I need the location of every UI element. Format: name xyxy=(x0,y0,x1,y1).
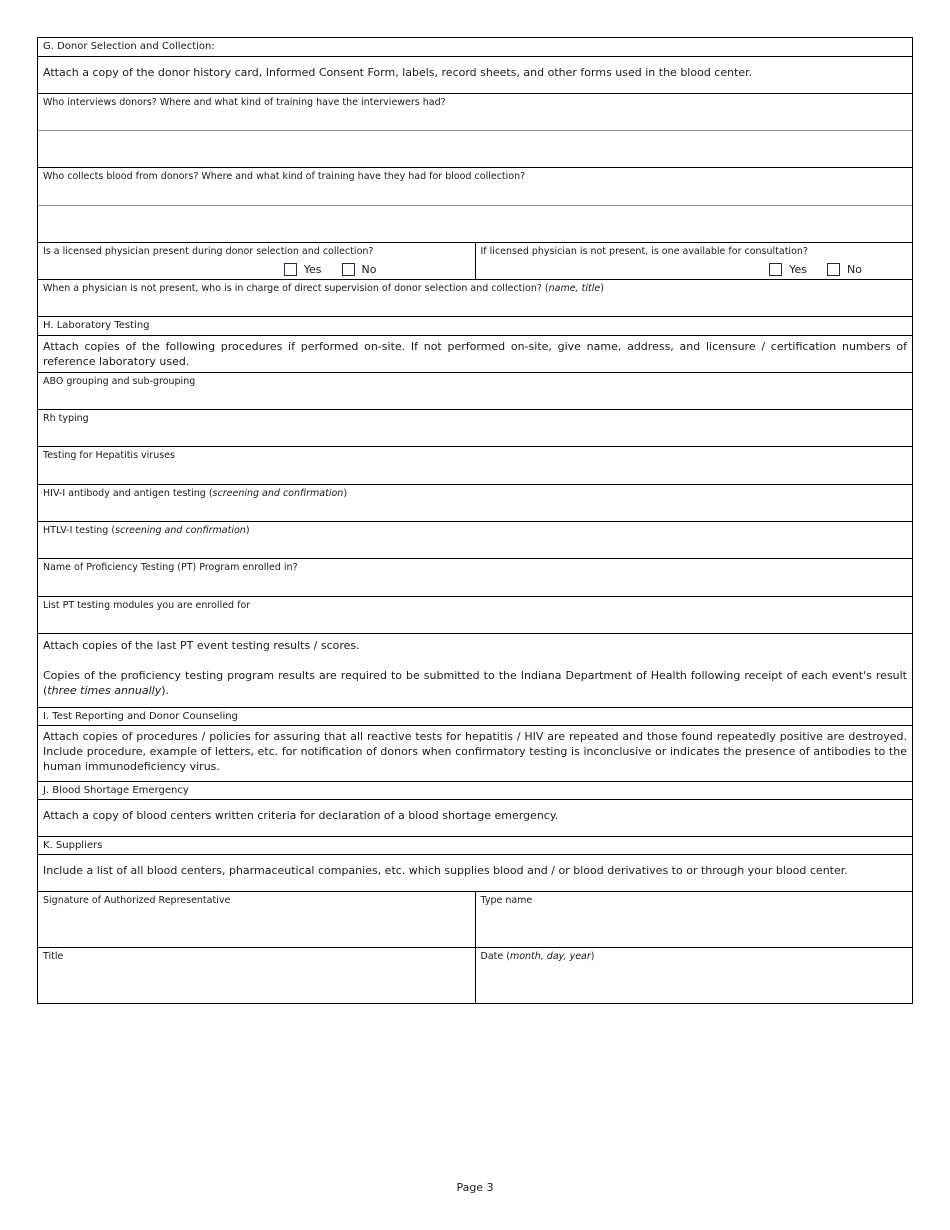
hiv-field[interactable] xyxy=(38,484,912,521)
signature-row xyxy=(38,891,912,947)
section-h-instruction xyxy=(38,335,912,372)
section-g-header xyxy=(38,38,912,56)
field-label: Signature of Authorized Representative xyxy=(43,895,231,906)
physician-present-options xyxy=(284,263,377,276)
instruction-text: Attach a copy of blood centers written criteria for declaration of a blood shortage emergency. xyxy=(43,809,559,822)
field-label: When a physician is not present, who is in charge of direct supervision of donor selection and collection? (name, title) xyxy=(43,283,604,294)
field-label: Rh typing xyxy=(43,413,89,424)
pt-results-instruction xyxy=(38,633,912,707)
pt-modules-field[interactable] xyxy=(38,596,912,633)
interviewers-field[interactable] xyxy=(38,93,912,130)
instruction-text: Include a list of all blood centers, pharmaceutical companies, etc. which supplies blood and / or blood derivatives to or through your blood center. xyxy=(43,864,848,877)
field-label: HIV-I antibody and antigen testing (screening and confirmation) xyxy=(43,488,348,499)
section-k-header xyxy=(38,836,912,854)
htlv-field[interactable] xyxy=(38,521,912,558)
hepatitis-field[interactable] xyxy=(38,446,912,484)
section-h-header xyxy=(38,316,912,335)
field-label: Title xyxy=(43,951,64,962)
section-k-instruction xyxy=(38,854,912,891)
section-g-instruction xyxy=(38,56,912,93)
application-form xyxy=(37,37,913,1004)
signature-field[interactable] xyxy=(38,892,475,947)
title-date-row xyxy=(38,947,912,1003)
field-label: Who interviews donors? Where and what kind of training have the interviewers had? xyxy=(43,97,446,108)
section-title: H. Laboratory Testing xyxy=(43,320,150,331)
abo-field[interactable] xyxy=(38,372,912,409)
field-label: Date (month, day, year) xyxy=(480,951,595,962)
collectors-answer-line[interactable] xyxy=(38,205,912,242)
title-field[interactable] xyxy=(38,948,475,1003)
physician-row xyxy=(38,242,912,279)
physician-available-yes-option[interactable]: Yes xyxy=(769,263,807,276)
collectors-field[interactable] xyxy=(38,167,912,205)
field-label: ABO grouping and sub-grouping xyxy=(43,376,196,387)
section-i-header xyxy=(38,707,912,725)
physician-available-field xyxy=(475,243,913,279)
interviewers-answer-line[interactable] xyxy=(38,130,912,167)
physician-available-options xyxy=(769,263,862,276)
field-label: Type name xyxy=(480,895,533,906)
section-j-instruction xyxy=(38,799,912,836)
instruction-text: Attach a copy of the donor history card, Informed Consent Form, labels, record sheets, and other forms used in the blood center. xyxy=(43,66,753,79)
section-title: K. Suppliers xyxy=(43,840,103,851)
checkbox[interactable] xyxy=(284,263,297,276)
instruction-text: Attach copies of the following procedures if performed on-site. If not performed on-site, give name, address, and licensure / certification numbers of reference laboratory used. xyxy=(43,340,907,368)
supervisor-field[interactable] xyxy=(38,279,912,316)
page-number: Page 3 xyxy=(456,1181,494,1194)
section-title: J. Blood Shortage Emergency xyxy=(43,785,189,796)
physician-present-yes-option[interactable]: Yes xyxy=(284,263,322,276)
checkbox[interactable] xyxy=(827,263,840,276)
physician-present-no-option[interactable]: No xyxy=(342,263,377,276)
checkbox[interactable] xyxy=(342,263,355,276)
physician-present-field xyxy=(38,243,475,279)
field-label: If licensed physician is not present, is one available for consultation? xyxy=(480,246,808,257)
instruction-text: Attach copies of procedures / policies for assuring that all reactive tests for hepatitis / HIV are repeated and those found repeatedly positive are destroyed. Include procedure, example of letters, etc. for notification of donors when confirmatory testing is inconclusive or indicates the presence of antibodies to the human immunodeficiency virus. xyxy=(43,730,907,773)
type-name-field[interactable] xyxy=(475,892,913,947)
checkbox[interactable] xyxy=(769,263,782,276)
field-label: HTLV-I testing (screening and confirmation) xyxy=(43,525,250,536)
field-label: Name of Proficiency Testing (PT) Program enrolled in? xyxy=(43,562,298,573)
field-label: Testing for Hepatitis viruses xyxy=(43,450,175,461)
pt-attach-text: Attach copies of the last PT event testing results / scores. xyxy=(43,639,360,652)
pt-copies-text: Copies of the proficiency testing program results are required to be submitted to the Indiana Department of Health following receipt of each event's result (three times annually). xyxy=(43,669,907,697)
section-j-header xyxy=(38,781,912,799)
section-title: I. Test Reporting and Donor Counseling xyxy=(43,711,238,722)
pt-program-field[interactable] xyxy=(38,558,912,596)
date-field[interactable] xyxy=(475,948,913,1003)
section-title: G. Donor Selection and Collection: xyxy=(43,41,215,52)
field-label: Is a licensed physician present during donor selection and collection? xyxy=(43,246,374,257)
field-label: Who collects blood from donors? Where and what kind of training have they had for blood collection? xyxy=(43,171,526,182)
field-label: List PT testing modules you are enrolled for xyxy=(43,600,251,611)
rh-field[interactable] xyxy=(38,409,912,446)
physician-available-no-option[interactable]: No xyxy=(827,263,862,276)
section-i-instruction xyxy=(38,725,912,781)
